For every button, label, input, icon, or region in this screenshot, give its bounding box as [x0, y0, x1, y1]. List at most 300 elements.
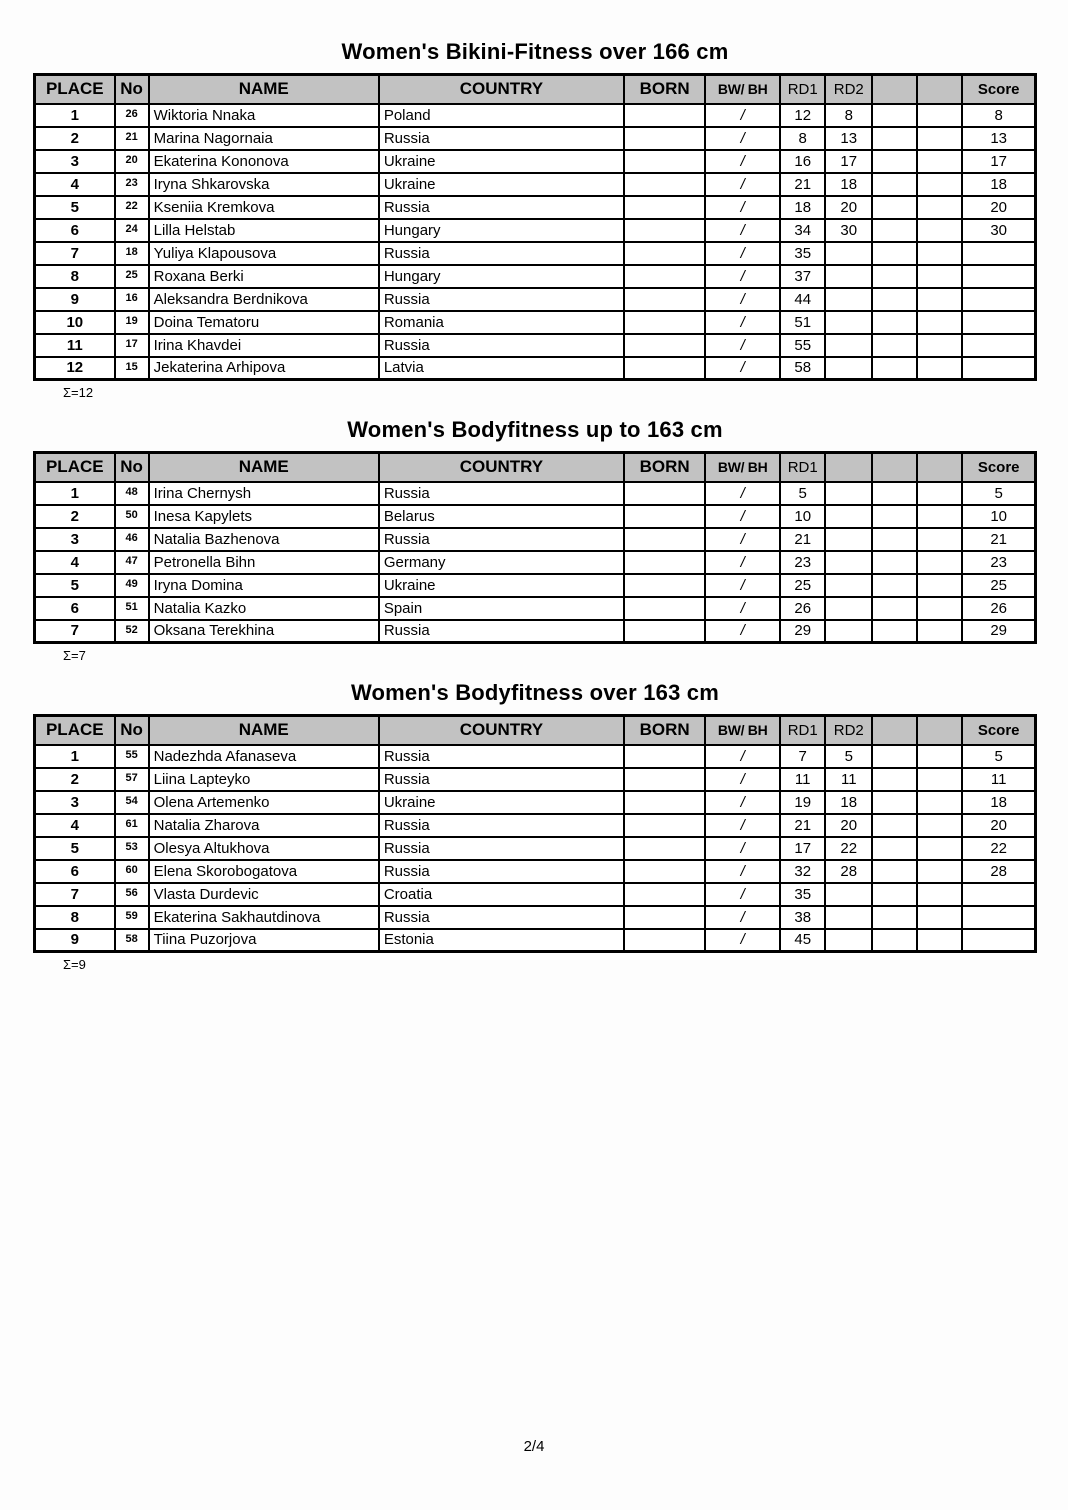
score-cell	[962, 906, 1035, 929]
score-cell: 18	[962, 173, 1035, 196]
rd2-cell	[825, 288, 872, 311]
born-cell	[624, 528, 705, 551]
blank2-column-header	[917, 75, 962, 104]
born-cell	[624, 906, 705, 929]
blank2-cell	[917, 242, 962, 265]
score-cell: 28	[962, 860, 1035, 883]
place-cell: 2	[35, 505, 115, 528]
born-cell	[624, 814, 705, 837]
blank1-cell	[872, 288, 917, 311]
blank2-cell	[917, 196, 962, 219]
rd2-cell: 30	[825, 219, 872, 242]
blank1-cell	[872, 505, 917, 528]
table-row	[35, 127, 1036, 150]
results-table	[33, 714, 1037, 953]
blank1-cell	[872, 265, 917, 288]
section-title: Women's Bodyfitness up to 163 cm	[347, 417, 723, 442]
rd1-column-header: RD1	[780, 453, 825, 482]
rd2-cell: 28	[825, 860, 872, 883]
born-cell	[624, 620, 705, 643]
no-cell: 26	[115, 104, 149, 127]
country-cell: Russia	[379, 906, 624, 929]
bwbh-cell: /	[705, 745, 780, 768]
blank2-cell	[917, 860, 962, 883]
place-cell: 7	[35, 620, 115, 643]
blank2-cell	[917, 791, 962, 814]
rd2-cell: 20	[825, 196, 872, 219]
bwbh-cell: /	[705, 597, 780, 620]
bwbh-cell: /	[705, 482, 780, 505]
table-row	[35, 929, 1036, 952]
rd2-cell	[825, 482, 872, 505]
table-row	[35, 219, 1036, 242]
born-cell	[624, 265, 705, 288]
name-cell: Roxana Berki	[149, 265, 379, 288]
rd2-cell	[825, 620, 872, 643]
place-cell: 11	[35, 334, 115, 357]
born-cell	[624, 574, 705, 597]
bwbh-cell: /	[705, 219, 780, 242]
rd2-cell: 18	[825, 791, 872, 814]
bwbh-cell: /	[705, 814, 780, 837]
blank2-cell	[917, 219, 962, 242]
born-cell	[624, 929, 705, 952]
rd1-cell: 55	[780, 334, 825, 357]
name-cell: Liina Lapteyko	[149, 768, 379, 791]
blank2-cell	[917, 288, 962, 311]
blank1-cell	[872, 574, 917, 597]
name-column-header: NAME	[149, 453, 379, 482]
blank1-cell	[872, 620, 917, 643]
blank2-cell	[917, 837, 962, 860]
blank1-cell	[872, 597, 917, 620]
blank2-cell	[917, 883, 962, 906]
score-cell	[962, 883, 1035, 906]
results-section-bodyfitness-up-to-163	[33, 418, 1037, 663]
blank1-cell	[872, 242, 917, 265]
rd2-cell	[825, 334, 872, 357]
country-cell: Russia	[379, 127, 624, 150]
bwbh-cell: /	[705, 768, 780, 791]
country-cell: Romania	[379, 311, 624, 334]
blank2-cell	[917, 597, 962, 620]
blank1-cell	[872, 127, 917, 150]
table-row	[35, 906, 1036, 929]
blank1-cell	[872, 791, 917, 814]
score-cell	[962, 265, 1035, 288]
no-cell: 25	[115, 265, 149, 288]
name-cell: Natalia Bazhenova	[149, 528, 379, 551]
place-cell: 9	[35, 929, 115, 952]
name-cell: Natalia Kazko	[149, 597, 379, 620]
name-cell: Olesya Altukhova	[149, 837, 379, 860]
name-cell: Iryna Domina	[149, 574, 379, 597]
score-cell: 17	[962, 150, 1035, 173]
place-cell: 5	[35, 837, 115, 860]
rd2-cell: 17	[825, 150, 872, 173]
country-cell: Ukraine	[379, 150, 624, 173]
table-row	[35, 745, 1036, 768]
born-cell	[624, 482, 705, 505]
no-cell: 50	[115, 505, 149, 528]
rd1-cell: 23	[780, 551, 825, 574]
place-cell: 6	[35, 860, 115, 883]
name-cell: Marina Nagornaia	[149, 127, 379, 150]
rd1-cell: 25	[780, 574, 825, 597]
score-cell: 20	[962, 196, 1035, 219]
name-cell: Vlasta Durdevic	[149, 883, 379, 906]
country-cell: Poland	[379, 104, 624, 127]
rd1-cell: 21	[780, 814, 825, 837]
no-cell: 19	[115, 311, 149, 334]
rd2-column-header: RD2	[825, 716, 872, 745]
score-cell: 18	[962, 791, 1035, 814]
blank1-cell	[872, 173, 917, 196]
table-row	[35, 104, 1036, 127]
place-cell: 5	[35, 196, 115, 219]
name-cell: Yuliya Klapousova	[149, 242, 379, 265]
name-cell: Ekaterina Sakhautdinova	[149, 906, 379, 929]
table-row	[35, 620, 1036, 643]
no-cell: 18	[115, 242, 149, 265]
country-cell: Ukraine	[379, 173, 624, 196]
place-cell: 9	[35, 288, 115, 311]
rd1-cell: 7	[780, 745, 825, 768]
no-cell: 53	[115, 837, 149, 860]
table-row	[35, 196, 1036, 219]
score-cell: 10	[962, 505, 1035, 528]
table-row	[35, 173, 1036, 196]
place-cell: 4	[35, 551, 115, 574]
name-cell: Petronella Bihn	[149, 551, 379, 574]
rd1-cell: 5	[780, 482, 825, 505]
bwbh-cell: /	[705, 357, 780, 380]
score-cell: 5	[962, 482, 1035, 505]
born-cell	[624, 837, 705, 860]
name-column-header: NAME	[149, 75, 379, 104]
bwbh-cell: /	[705, 311, 780, 334]
blank2-column-header	[917, 716, 962, 745]
blank1-cell	[872, 528, 917, 551]
place-cell: 1	[35, 104, 115, 127]
rd1-cell: 11	[780, 768, 825, 791]
country-column-header: COUNTRY	[379, 453, 624, 482]
blank2-cell	[917, 528, 962, 551]
name-cell: Oksana Terekhina	[149, 620, 379, 643]
name-cell: Nadezhda Afanaseva	[149, 745, 379, 768]
no-cell: 16	[115, 288, 149, 311]
table-row	[35, 265, 1036, 288]
name-cell: Irina Chernysh	[149, 482, 379, 505]
name-cell: Olena Artemenko	[149, 791, 379, 814]
no-cell: 57	[115, 768, 149, 791]
name-cell: Lilla Helstab	[149, 219, 379, 242]
born-cell	[624, 883, 705, 906]
place-column-header: PLACE	[35, 75, 115, 104]
place-cell: 4	[35, 173, 115, 196]
no-cell: 20	[115, 150, 149, 173]
bwbh-cell: /	[705, 620, 780, 643]
country-cell: Spain	[379, 597, 624, 620]
table-body	[35, 104, 1036, 380]
place-cell: 1	[35, 482, 115, 505]
name-cell: Irina Khavdei	[149, 334, 379, 357]
blank1-cell	[872, 768, 917, 791]
blank2-cell	[917, 745, 962, 768]
blank2-cell	[917, 334, 962, 357]
rd1-cell: 17	[780, 837, 825, 860]
blank2-cell	[917, 505, 962, 528]
table-body	[35, 482, 1036, 643]
score-cell	[962, 242, 1035, 265]
born-cell	[624, 357, 705, 380]
country-cell: Russia	[379, 196, 624, 219]
no-cell: 22	[115, 196, 149, 219]
name-cell: Jekaterina Arhipova	[149, 357, 379, 380]
country-cell: Estonia	[379, 929, 624, 952]
table-row	[35, 574, 1036, 597]
bwbh-cell: /	[705, 334, 780, 357]
rd1-cell: 26	[780, 597, 825, 620]
rd1-cell: 45	[780, 929, 825, 952]
country-cell: Russia	[379, 768, 624, 791]
sum-count-label: Σ=9	[63, 957, 86, 972]
born-cell	[624, 173, 705, 196]
score-cell	[962, 311, 1035, 334]
place-cell: 5	[35, 574, 115, 597]
no-cell: 51	[115, 597, 149, 620]
rd1-cell: 21	[780, 528, 825, 551]
rd1-cell: 44	[780, 288, 825, 311]
country-cell: Russia	[379, 745, 624, 768]
results-section-bikini-fitness-over-166	[33, 40, 1037, 400]
no-cell: 24	[115, 219, 149, 242]
blank2-cell	[917, 906, 962, 929]
no-cell: 61	[115, 814, 149, 837]
bwbh-cell: /	[705, 265, 780, 288]
born-cell	[624, 288, 705, 311]
blank2-cell	[917, 482, 962, 505]
rd1-cell: 21	[780, 173, 825, 196]
sum-count-label: Σ=7	[63, 648, 86, 663]
blank2-cell	[917, 574, 962, 597]
name-cell: Doina Tematoru	[149, 311, 379, 334]
rd2-column-header: RD2	[825, 75, 872, 104]
born-cell	[624, 768, 705, 791]
rd2-cell	[825, 574, 872, 597]
blank2-cell	[917, 150, 962, 173]
blank1-cell	[872, 482, 917, 505]
blank1-cell	[872, 860, 917, 883]
bwbh-column-header: BW/ BH	[705, 716, 780, 745]
bwbh-cell: /	[705, 551, 780, 574]
place-cell: 7	[35, 242, 115, 265]
rd1-cell: 18	[780, 196, 825, 219]
blank1-cell	[872, 357, 917, 380]
bwbh-cell: /	[705, 242, 780, 265]
born-cell	[624, 860, 705, 883]
born-cell	[624, 505, 705, 528]
rd1-cell: 16	[780, 150, 825, 173]
born-cell	[624, 791, 705, 814]
blank1-cell	[872, 334, 917, 357]
rd1-cell: 37	[780, 265, 825, 288]
bwbh-cell: /	[705, 528, 780, 551]
score-cell	[962, 288, 1035, 311]
score-cell: 20	[962, 814, 1035, 837]
place-cell: 8	[35, 906, 115, 929]
bwbh-column-header: BW/ BH	[705, 453, 780, 482]
blank1-cell	[872, 196, 917, 219]
table-header	[35, 75, 1036, 104]
rd2-cell: 22	[825, 837, 872, 860]
no-cell: 21	[115, 127, 149, 150]
score-cell: 8	[962, 104, 1035, 127]
results-section-bodyfitness-over-163	[33, 681, 1037, 972]
blank2-cell	[917, 814, 962, 837]
no-column-header: No	[115, 716, 149, 745]
section-title: Women's Bikini-Fitness over 166 cm	[341, 39, 729, 64]
table-row	[35, 334, 1036, 357]
rd2-cell: 18	[825, 173, 872, 196]
sum-count-label: Σ=12	[63, 385, 94, 400]
country-cell: Ukraine	[379, 791, 624, 814]
table-row	[35, 357, 1036, 380]
score-cell: 21	[962, 528, 1035, 551]
score-cell	[962, 334, 1035, 357]
name-column-header: NAME	[149, 716, 379, 745]
country-cell: Russia	[379, 620, 624, 643]
place-cell: 3	[35, 528, 115, 551]
rd1-cell: 29	[780, 620, 825, 643]
place-cell: 6	[35, 219, 115, 242]
rd1-cell: 8	[780, 127, 825, 150]
table-row	[35, 482, 1036, 505]
table-row	[35, 883, 1036, 906]
score-cell: 11	[962, 768, 1035, 791]
score-cell: 26	[962, 597, 1035, 620]
no-cell: 58	[115, 929, 149, 952]
no-cell: 49	[115, 574, 149, 597]
bwbh-cell: /	[705, 929, 780, 952]
born-cell	[624, 597, 705, 620]
place-cell: 3	[35, 150, 115, 173]
blank1-cell	[872, 311, 917, 334]
born-column-header: BORN	[624, 716, 705, 745]
table-row	[35, 311, 1036, 334]
table-row	[35, 768, 1036, 791]
table-header	[35, 716, 1036, 745]
blank1-column-header	[872, 75, 917, 104]
bwbh-cell: /	[705, 837, 780, 860]
place-column-header: PLACE	[35, 716, 115, 745]
blank2-cell	[917, 768, 962, 791]
no-cell: 23	[115, 173, 149, 196]
place-cell: 6	[35, 597, 115, 620]
results-table	[33, 73, 1037, 381]
country-cell: Hungary	[379, 265, 624, 288]
no-cell: 15	[115, 357, 149, 380]
bwbh-cell: /	[705, 150, 780, 173]
bwbh-cell: /	[705, 127, 780, 150]
rd2-cell	[825, 311, 872, 334]
country-cell: Belarus	[379, 505, 624, 528]
no-cell: 60	[115, 860, 149, 883]
country-column-header: COUNTRY	[379, 75, 624, 104]
country-cell: Russia	[379, 482, 624, 505]
table-body	[35, 745, 1036, 952]
born-cell	[624, 745, 705, 768]
blank1-cell	[872, 219, 917, 242]
blank2-cell	[917, 265, 962, 288]
place-cell: 1	[35, 745, 115, 768]
blank2-column-header	[917, 453, 962, 482]
blank1-cell	[872, 104, 917, 127]
rd1-cell: 12	[780, 104, 825, 127]
score-column-header: Score	[962, 716, 1035, 745]
rd2-cell	[825, 505, 872, 528]
name-cell: Wiktoria Nnaka	[149, 104, 379, 127]
place-cell: 2	[35, 127, 115, 150]
no-cell: 55	[115, 745, 149, 768]
country-cell: Russia	[379, 837, 624, 860]
rd1-cell: 38	[780, 906, 825, 929]
no-cell: 56	[115, 883, 149, 906]
country-cell: Russia	[379, 242, 624, 265]
table-row	[35, 814, 1036, 837]
score-column-header: Score	[962, 453, 1035, 482]
score-column-header: Score	[962, 75, 1035, 104]
blank2-cell	[917, 929, 962, 952]
score-cell	[962, 929, 1035, 952]
bwbh-cell: /	[705, 104, 780, 127]
rd2-cell	[825, 357, 872, 380]
rd2-cell: 8	[825, 104, 872, 127]
blank2-cell	[917, 173, 962, 196]
place-column-header: PLACE	[35, 453, 115, 482]
results-table	[33, 451, 1037, 644]
country-cell: Latvia	[379, 357, 624, 380]
header-row	[35, 75, 1036, 104]
no-cell: 59	[115, 906, 149, 929]
table-row	[35, 597, 1036, 620]
rd2-cell: 13	[825, 127, 872, 150]
place-cell: 12	[35, 357, 115, 380]
blank1-cell	[872, 906, 917, 929]
table-row	[35, 288, 1036, 311]
name-cell: Ekaterina Kononova	[149, 150, 379, 173]
header-row	[35, 453, 1036, 482]
blank2-cell	[917, 104, 962, 127]
born-column-header: BORN	[624, 75, 705, 104]
born-cell	[624, 551, 705, 574]
no-cell: 54	[115, 791, 149, 814]
born-cell	[624, 219, 705, 242]
rd1-cell: 58	[780, 357, 825, 380]
blank1-column-header	[872, 453, 917, 482]
blank1-cell	[872, 883, 917, 906]
bwbh-cell: /	[705, 173, 780, 196]
country-cell: Russia	[379, 528, 624, 551]
table-row	[35, 528, 1036, 551]
score-cell: 23	[962, 551, 1035, 574]
no-column-header: No	[115, 75, 149, 104]
place-cell: 2	[35, 768, 115, 791]
place-cell: 3	[35, 791, 115, 814]
rd2-cell	[825, 597, 872, 620]
rd2-cell	[825, 265, 872, 288]
blank1-cell	[872, 551, 917, 574]
